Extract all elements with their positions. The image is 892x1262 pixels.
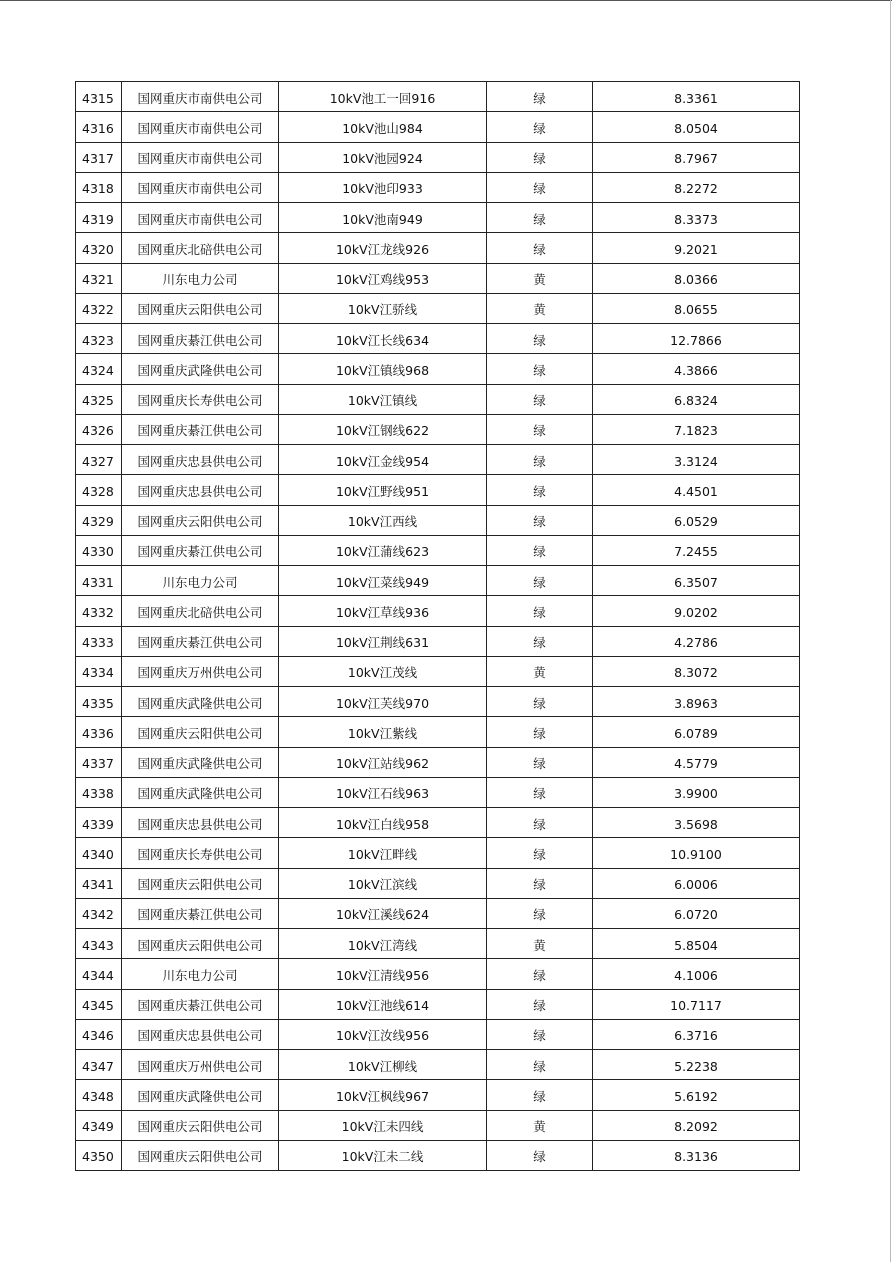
table-row: [76, 747, 800, 777]
company-name-cell: 国网重庆云阳供电公司: [122, 1110, 279, 1140]
status-color-cell: 绿: [487, 142, 593, 172]
status-color-cell: 绿: [487, 898, 593, 928]
value-cell: 10.7117: [593, 989, 800, 1019]
line-name-cell: 10kV池工一回916: [279, 82, 487, 112]
table-row: [76, 263, 800, 293]
company-name-cell: 国网重庆市南供电公司: [122, 172, 279, 202]
value-cell: 8.3072: [593, 656, 800, 686]
company-name-cell: 国网重庆云阳供电公司: [122, 929, 279, 959]
value-cell: 3.8963: [593, 687, 800, 717]
table-row: [76, 203, 800, 233]
row-number-cell: 4350: [76, 1140, 122, 1170]
line-name-cell: 10kV江芙线970: [279, 687, 487, 717]
value-cell: 8.0504: [593, 112, 800, 142]
company-name-cell: 国网重庆云阳供电公司: [122, 1140, 279, 1170]
status-color-cell: 绿: [487, 233, 593, 263]
value-cell: 8.0366: [593, 263, 800, 293]
company-name-cell: 国网重庆市南供电公司: [122, 112, 279, 142]
table-row: [76, 1140, 800, 1170]
company-name-cell: 国网重庆綦江供电公司: [122, 535, 279, 565]
status-color-cell: 绿: [487, 505, 593, 535]
table-row: [76, 1110, 800, 1140]
table-row: [76, 626, 800, 656]
status-color-cell: 绿: [487, 989, 593, 1019]
line-name-cell: 10kV江白线958: [279, 808, 487, 838]
company-name-cell: 川东电力公司: [122, 263, 279, 293]
company-name-cell: 国网重庆武隆供电公司: [122, 747, 279, 777]
line-name-cell: 10kV江清线956: [279, 959, 487, 989]
table-row: [76, 1050, 800, 1080]
status-color-cell: 绿: [487, 1080, 593, 1110]
status-color-cell: 绿: [487, 1019, 593, 1049]
company-name-cell: 国网重庆綦江供电公司: [122, 414, 279, 444]
company-name-cell: 国网重庆綦江供电公司: [122, 626, 279, 656]
row-number-cell: 4322: [76, 293, 122, 323]
company-name-cell: 国网重庆云阳供电公司: [122, 293, 279, 323]
company-name-cell: 国网重庆云阳供电公司: [122, 505, 279, 535]
value-cell: 3.9900: [593, 777, 800, 807]
line-name-cell: 10kV江湾线: [279, 929, 487, 959]
value-cell: 6.3716: [593, 1019, 800, 1049]
row-number-cell: 4316: [76, 112, 122, 142]
row-number-cell: 4337: [76, 747, 122, 777]
value-cell: 3.3124: [593, 445, 800, 475]
status-color-cell: 绿: [487, 959, 593, 989]
row-number-cell: 4325: [76, 384, 122, 414]
row-number-cell: 4334: [76, 656, 122, 686]
status-color-cell: 绿: [487, 203, 593, 233]
row-number-cell: 4349: [76, 1110, 122, 1140]
status-color-cell: 绿: [487, 535, 593, 565]
value-cell: 4.3866: [593, 354, 800, 384]
table-row: [76, 293, 800, 323]
value-cell: 4.2786: [593, 626, 800, 656]
table-row: [76, 384, 800, 414]
status-color-cell: 绿: [487, 475, 593, 505]
line-name-cell: 10kV池南949: [279, 203, 487, 233]
status-color-cell: 绿: [487, 566, 593, 596]
line-name-cell: 10kV江长线634: [279, 324, 487, 354]
line-name-cell: 10kV江畔线: [279, 838, 487, 868]
row-number-cell: 4331: [76, 566, 122, 596]
row-number-cell: 4346: [76, 1019, 122, 1049]
table-row: [76, 414, 800, 444]
value-cell: 5.8504: [593, 929, 800, 959]
status-color-cell: 黄: [487, 929, 593, 959]
status-color-cell: 绿: [487, 414, 593, 444]
row-number-cell: 4333: [76, 626, 122, 656]
status-color-cell: 黄: [487, 656, 593, 686]
row-number-cell: 4329: [76, 505, 122, 535]
row-number-cell: 4315: [76, 82, 122, 112]
company-name-cell: 国网重庆长寿供电公司: [122, 384, 279, 414]
status-color-cell: 黄: [487, 293, 593, 323]
status-color-cell: 绿: [487, 384, 593, 414]
table-row: [76, 142, 800, 172]
value-cell: 5.6192: [593, 1080, 800, 1110]
line-name-cell: 10kV江野线951: [279, 475, 487, 505]
value-cell: 9.2021: [593, 233, 800, 263]
status-color-cell: 绿: [487, 777, 593, 807]
company-name-cell: 国网重庆綦江供电公司: [122, 324, 279, 354]
company-name-cell: 国网重庆綦江供电公司: [122, 989, 279, 1019]
table-row: [76, 82, 800, 112]
row-number-cell: 4336: [76, 717, 122, 747]
row-number-cell: 4340: [76, 838, 122, 868]
table-row: [76, 535, 800, 565]
value-cell: 8.0655: [593, 293, 800, 323]
row-number-cell: 4324: [76, 354, 122, 384]
line-name-cell: 10kV江石线963: [279, 777, 487, 807]
line-name-cell: 10kV江枫线967: [279, 1080, 487, 1110]
status-color-cell: 绿: [487, 112, 593, 142]
value-cell: 10.9100: [593, 838, 800, 868]
page-edge-right: [890, 0, 891, 1262]
page-edge-top: [0, 0, 892, 1]
row-number-cell: 4320: [76, 233, 122, 263]
table-row: [76, 112, 800, 142]
status-color-cell: 绿: [487, 626, 593, 656]
value-cell: 3.5698: [593, 808, 800, 838]
company-name-cell: 国网重庆武隆供电公司: [122, 354, 279, 384]
table-row: [76, 808, 800, 838]
row-number-cell: 4319: [76, 203, 122, 233]
value-cell: 6.0006: [593, 868, 800, 898]
row-number-cell: 4330: [76, 535, 122, 565]
table-row: [76, 717, 800, 747]
table-row: [76, 989, 800, 1019]
row-number-cell: 4338: [76, 777, 122, 807]
status-color-cell: 绿: [487, 354, 593, 384]
table-row: [76, 838, 800, 868]
row-number-cell: 4332: [76, 596, 122, 626]
value-cell: 5.2238: [593, 1050, 800, 1080]
table-row: [76, 868, 800, 898]
company-name-cell: 国网重庆武隆供电公司: [122, 687, 279, 717]
row-number-cell: 4326: [76, 414, 122, 444]
value-cell: 6.0720: [593, 898, 800, 928]
line-name-cell: 10kV江紫线: [279, 717, 487, 747]
value-cell: 8.7967: [593, 142, 800, 172]
status-color-cell: 绿: [487, 445, 593, 475]
table-row: [76, 475, 800, 505]
value-cell: 8.2272: [593, 172, 800, 202]
status-color-cell: 绿: [487, 717, 593, 747]
row-number-cell: 4327: [76, 445, 122, 475]
line-name-cell: 10kV江镇线: [279, 384, 487, 414]
table-row: [76, 233, 800, 263]
row-number-cell: 4318: [76, 172, 122, 202]
line-name-cell: 10kV池山984: [279, 112, 487, 142]
line-name-cell: 10kV江草线936: [279, 596, 487, 626]
table-row: [76, 656, 800, 686]
company-name-cell: 国网重庆长寿供电公司: [122, 838, 279, 868]
status-color-cell: 黄: [487, 263, 593, 293]
company-name-cell: 国网重庆忠县供电公司: [122, 445, 279, 475]
status-color-cell: 绿: [487, 596, 593, 626]
line-name-cell: 10kV池印933: [279, 172, 487, 202]
line-name-cell: 10kV江汝线956: [279, 1019, 487, 1049]
company-name-cell: 国网重庆云阳供电公司: [122, 717, 279, 747]
row-number-cell: 4344: [76, 959, 122, 989]
value-cell: 6.0529: [593, 505, 800, 535]
value-cell: 8.2092: [593, 1110, 800, 1140]
row-number-cell: 4347: [76, 1050, 122, 1080]
table-row: [76, 596, 800, 626]
row-number-cell: 4323: [76, 324, 122, 354]
status-color-cell: 绿: [487, 172, 593, 202]
row-number-cell: 4342: [76, 898, 122, 928]
status-color-cell: 黄: [487, 1110, 593, 1140]
value-cell: 7.2455: [593, 535, 800, 565]
company-name-cell: 国网重庆云阳供电公司: [122, 868, 279, 898]
value-cell: 4.5779: [593, 747, 800, 777]
row-number-cell: 4345: [76, 989, 122, 1019]
status-color-cell: 绿: [487, 808, 593, 838]
line-name-cell: 10kV江金线954: [279, 445, 487, 475]
table-row: [76, 1080, 800, 1110]
company-name-cell: 国网重庆忠县供电公司: [122, 1019, 279, 1049]
table-row: [76, 687, 800, 717]
line-name-cell: 10kV江蒲线623: [279, 535, 487, 565]
value-cell: 4.4501: [593, 475, 800, 505]
line-name-cell: 10kV江龙线926: [279, 233, 487, 263]
value-cell: 8.3373: [593, 203, 800, 233]
line-name-cell: 10kV江溪线624: [279, 898, 487, 928]
table-row: [76, 959, 800, 989]
row-number-cell: 4328: [76, 475, 122, 505]
line-name-cell: 10kV江柳线: [279, 1050, 487, 1080]
table-row: [76, 898, 800, 928]
status-color-cell: 绿: [487, 1050, 593, 1080]
line-name-cell: 10kV江滨线: [279, 868, 487, 898]
status-color-cell: 绿: [487, 838, 593, 868]
table-row: [76, 1019, 800, 1049]
row-number-cell: 4335: [76, 687, 122, 717]
data-table: [75, 81, 800, 1171]
row-number-cell: 4321: [76, 263, 122, 293]
company-name-cell: 国网重庆万州供电公司: [122, 1050, 279, 1080]
company-name-cell: 国网重庆万州供电公司: [122, 656, 279, 686]
company-name-cell: 川东电力公司: [122, 566, 279, 596]
row-number-cell: 4339: [76, 808, 122, 838]
line-name-cell: 10kV江站线962: [279, 747, 487, 777]
value-cell: 7.1823: [593, 414, 800, 444]
company-name-cell: 国网重庆市南供电公司: [122, 82, 279, 112]
line-name-cell: 10kV江荆线631: [279, 626, 487, 656]
line-name-cell: 10kV江池线614: [279, 989, 487, 1019]
line-name-cell: 10kV江未四线: [279, 1110, 487, 1140]
value-cell: 6.8324: [593, 384, 800, 414]
table-row: [76, 445, 800, 475]
company-name-cell: 国网重庆北碚供电公司: [122, 233, 279, 263]
table-body: [76, 82, 800, 1171]
line-name-cell: 10kV池园924: [279, 142, 487, 172]
status-color-cell: 绿: [487, 687, 593, 717]
company-name-cell: 国网重庆忠县供电公司: [122, 475, 279, 505]
status-color-cell: 绿: [487, 82, 593, 112]
status-color-cell: 绿: [487, 324, 593, 354]
table-row: [76, 777, 800, 807]
line-name-cell: 10kV江骄线: [279, 293, 487, 323]
row-number-cell: 4341: [76, 868, 122, 898]
row-number-cell: 4343: [76, 929, 122, 959]
value-cell: 6.0789: [593, 717, 800, 747]
company-name-cell: 国网重庆武隆供电公司: [122, 1080, 279, 1110]
company-name-cell: 国网重庆市南供电公司: [122, 142, 279, 172]
table-row: [76, 505, 800, 535]
table-row: [76, 172, 800, 202]
table-row: [76, 929, 800, 959]
value-cell: 9.0202: [593, 596, 800, 626]
company-name-cell: 国网重庆忠县供电公司: [122, 808, 279, 838]
table-row: [76, 324, 800, 354]
value-cell: 8.3136: [593, 1140, 800, 1170]
table-row: [76, 354, 800, 384]
row-number-cell: 4348: [76, 1080, 122, 1110]
status-color-cell: 绿: [487, 747, 593, 777]
line-name-cell: 10kV江鸡线953: [279, 263, 487, 293]
status-color-cell: 绿: [487, 1140, 593, 1170]
line-name-cell: 10kV江菜线949: [279, 566, 487, 596]
company-name-cell: 国网重庆市南供电公司: [122, 203, 279, 233]
value-cell: 4.1006: [593, 959, 800, 989]
value-cell: 6.3507: [593, 566, 800, 596]
line-name-cell: 10kV江西线: [279, 505, 487, 535]
line-name-cell: 10kV江茂线: [279, 656, 487, 686]
value-cell: 8.3361: [593, 82, 800, 112]
table-row: [76, 566, 800, 596]
company-name-cell: 国网重庆綦江供电公司: [122, 898, 279, 928]
row-number-cell: 4317: [76, 142, 122, 172]
value-cell: 12.7866: [593, 324, 800, 354]
line-name-cell: 10kV江镇线968: [279, 354, 487, 384]
company-name-cell: 国网重庆北碚供电公司: [122, 596, 279, 626]
company-name-cell: 国网重庆武隆供电公司: [122, 777, 279, 807]
company-name-cell: 川东电力公司: [122, 959, 279, 989]
status-color-cell: 绿: [487, 868, 593, 898]
line-name-cell: 10kV江钢线622: [279, 414, 487, 444]
line-name-cell: 10kV江未二线: [279, 1140, 487, 1170]
